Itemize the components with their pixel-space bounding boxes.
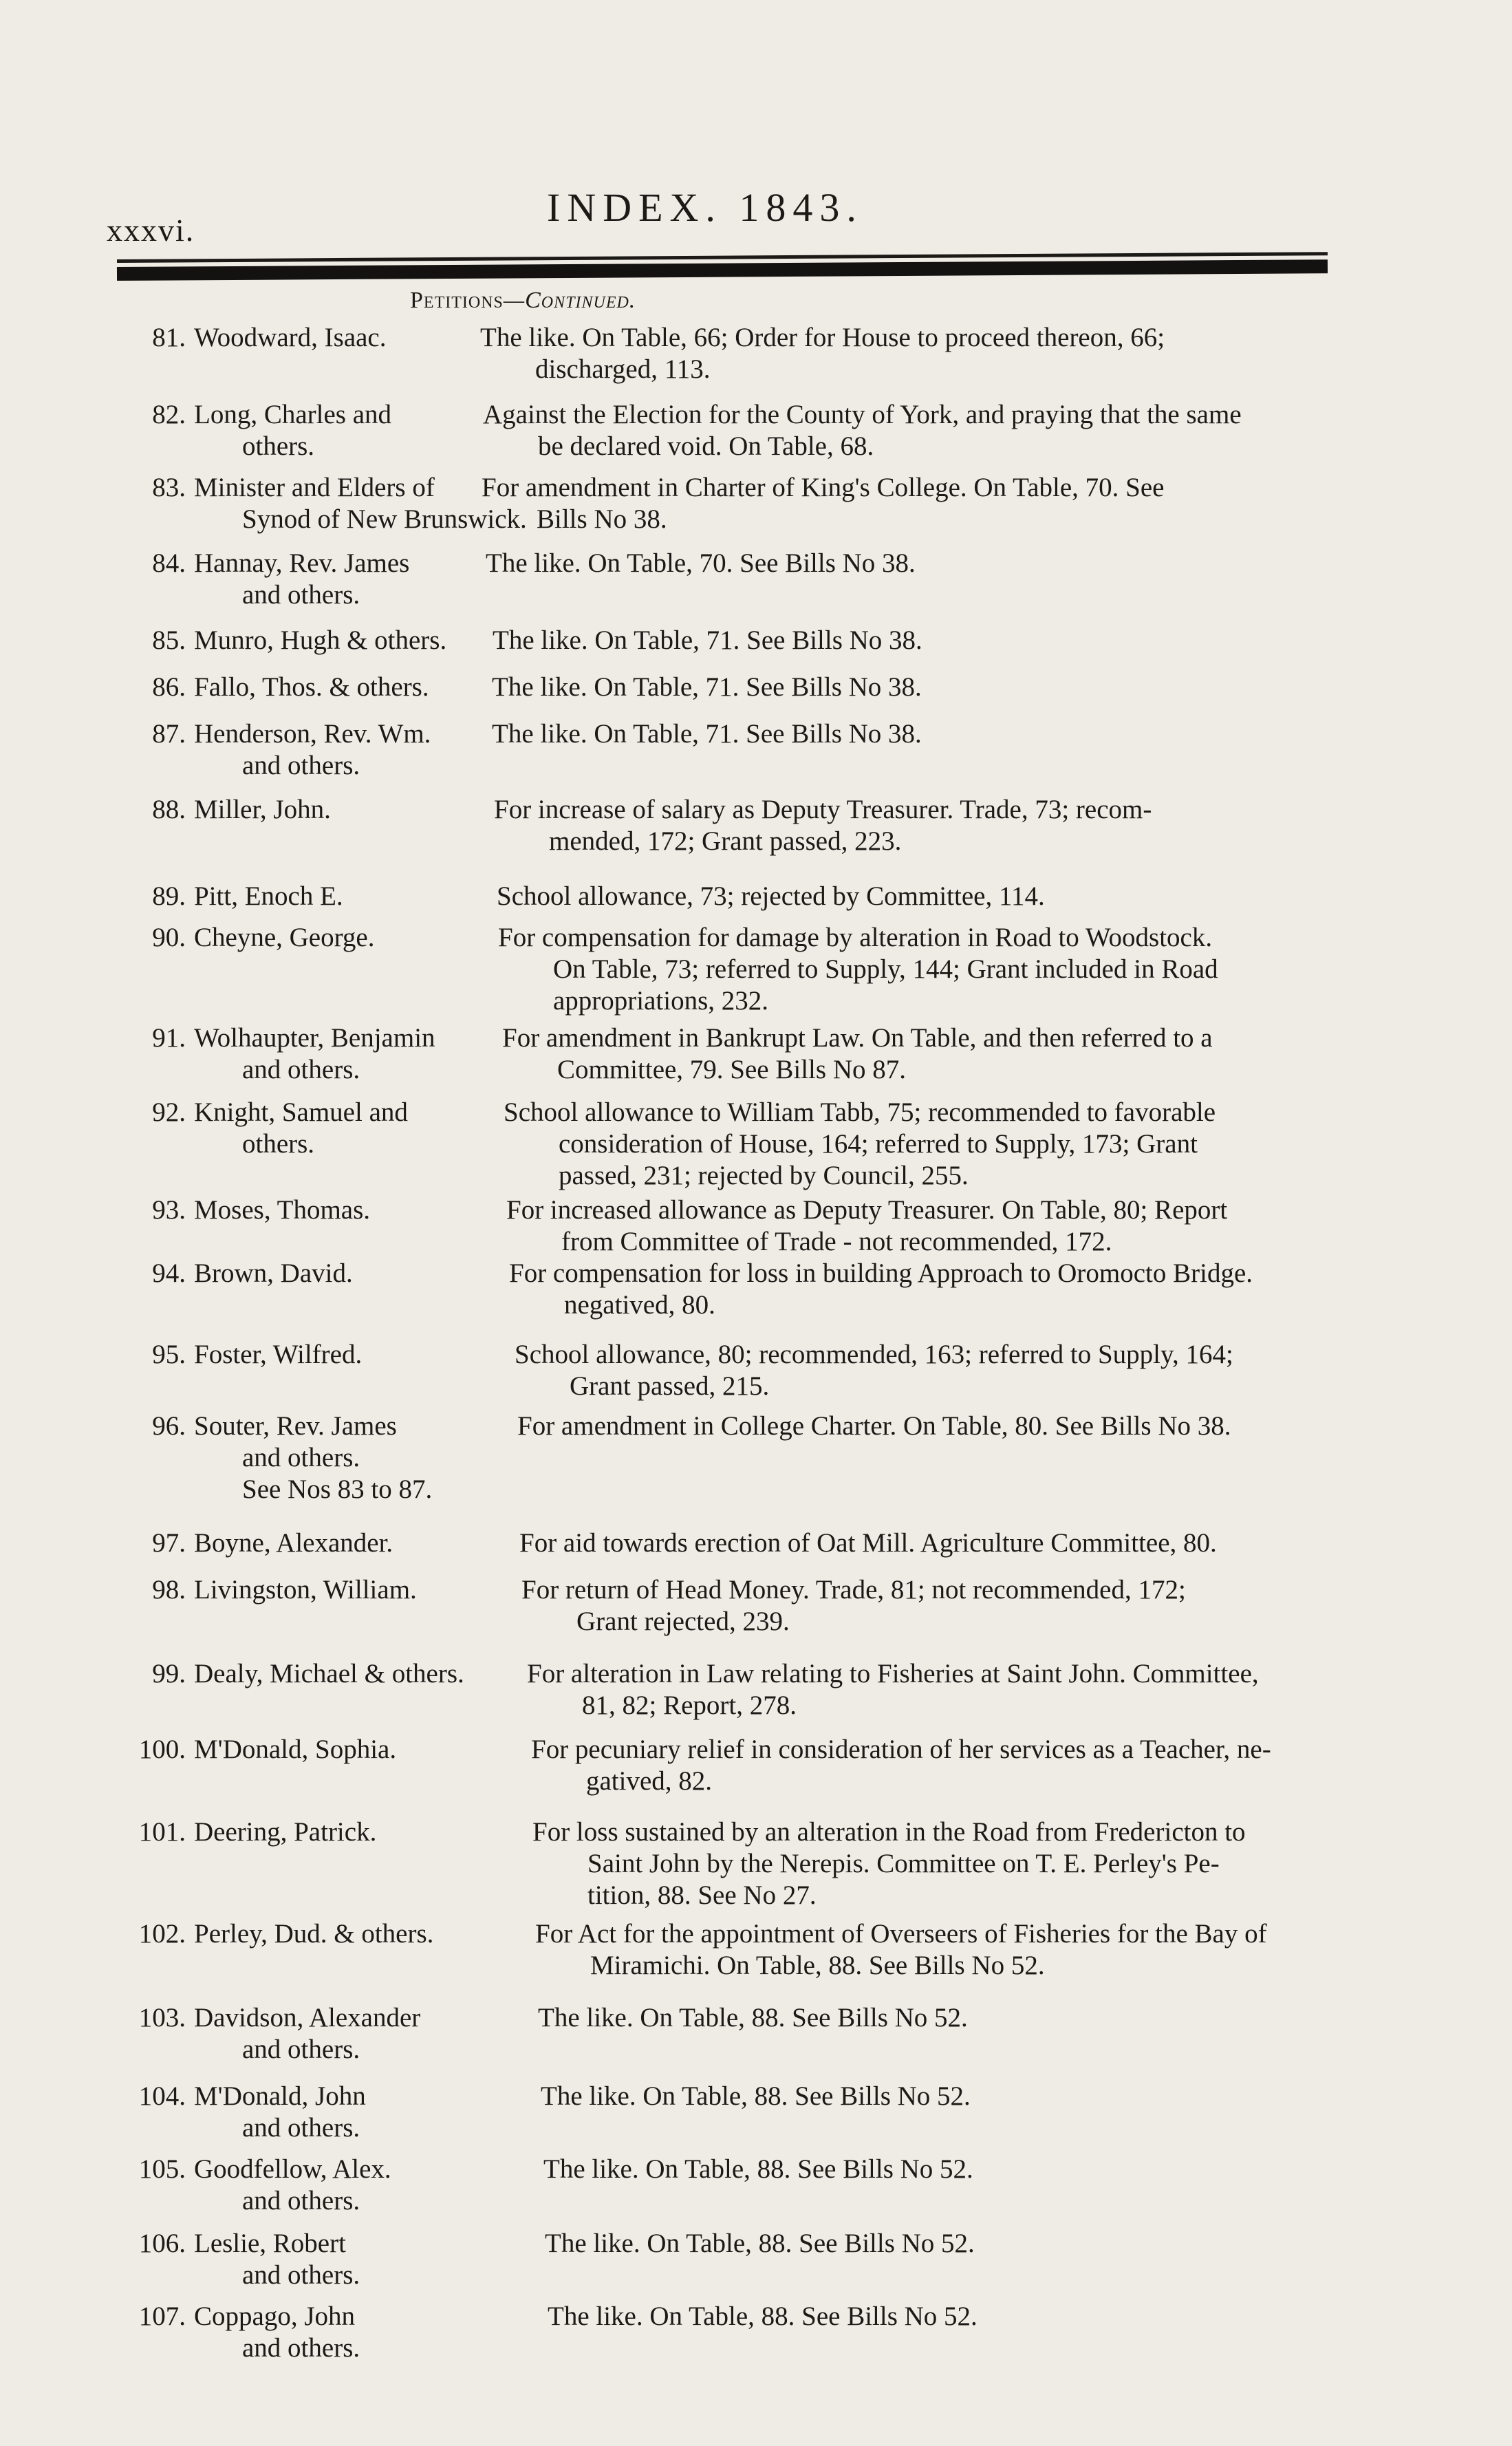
petition-description-line: Miramichi. On Table, 88. See Bills No 52. — [590, 1951, 1045, 1980]
petition-description-line: 81, 82; Report, 278. — [582, 1691, 797, 1720]
petition-description-line: The like. On Table, 66; Order for House to proceed thereon, 66; — [480, 323, 1165, 352]
petitioner-name-line: Long, Charles and — [194, 400, 392, 429]
petitioner-name-line: and others. — [242, 1055, 360, 1084]
entry-number: 101. — [138, 1817, 186, 1847]
petition-description-line: The like. On Table, 71. See Bills No 38. — [492, 672, 922, 702]
petitioner-name — [194, 2228, 586, 2291]
petition-description — [504, 1097, 1384, 1192]
petition-description — [493, 625, 1373, 656]
section-heading — [410, 288, 636, 314]
petitioner-name-line: Deering, Patrick. — [194, 1817, 377, 1847]
petition-description-line: For Act for the appointment of Overseers of Fisheries for the Bay of — [535, 1919, 1267, 1949]
petition-description — [486, 548, 1366, 579]
entry-number: 102. — [138, 1919, 186, 1949]
petition-description — [531, 1734, 1412, 1797]
petitioner-name-line: Cheyne, George. — [194, 923, 375, 952]
petition-description-line: passed, 231; rejected by Council, 255. — [559, 1161, 969, 1190]
petitioner-name-line: Goodfellow, Alex. — [194, 2154, 391, 2184]
petition-description — [480, 322, 1361, 385]
petition-description-line: consideration of House, 164; referred to Supply, 173; Grant — [559, 1129, 1198, 1159]
petition-description-line: For compensation for loss in building Approach to Oromocto Bridge. — [509, 1258, 1253, 1288]
petitioner-name-line: Henderson, Rev. Wm. — [194, 719, 431, 749]
petition-description — [492, 718, 1372, 750]
petitioner-name-line: Leslie, Robert — [194, 2229, 346, 2258]
petitioner-name-line: and others. — [242, 1443, 360, 1472]
petition-description — [517, 1410, 1398, 1442]
petitioner-name-line: and others. — [242, 2260, 360, 2290]
petition-description-line: Grant rejected, 239. — [576, 1607, 790, 1636]
entry-number: 86. — [152, 672, 186, 702]
section-title: Petitions — [410, 288, 504, 313]
petition-description-line: appropriations, 232. — [553, 986, 769, 1016]
petition-description-line: Saint John by the Nerepis. Committee on T. E. Perley's Pe- — [587, 1849, 1220, 1878]
petitioner-name-line: See Nos 83 to 87. — [242, 1474, 433, 1504]
petitioner-name — [194, 2081, 586, 2144]
entry-number: 92. — [152, 1097, 186, 1127]
petitioner-name-line: and others. — [242, 751, 360, 780]
petition-description-line: For amendment in Bankrupt Law. On Table, and then referred to a — [502, 1023, 1213, 1053]
petition-description-line: For alteration in Law relating to Fisheries at Saint John. Committee, — [527, 1659, 1259, 1688]
entry-number: 97. — [152, 1528, 186, 1558]
entry-number: 105. — [138, 2154, 186, 2184]
petition-description-line: tition, 88. See No 27. — [587, 1880, 817, 1910]
petitioner-name-line: Livingston, William. — [194, 1575, 417, 1605]
entry-number: 99. — [152, 1659, 186, 1688]
petition-description-line: School allowance to William Tabb, 75; recommended to favorable — [504, 1097, 1216, 1127]
page-title: INDEX. 1843. — [547, 185, 863, 230]
entry-number: 88. — [152, 795, 186, 824]
section-continued: —Continued. — [503, 288, 636, 313]
petitioner-name-line: others. — [242, 1129, 315, 1159]
petitioner-name-line: Moses, Thomas. — [194, 1195, 371, 1225]
petition-description-line: For pecuniary relief in consideration of her services as a Teacher, ne- — [531, 1735, 1271, 1764]
petition-description-line: mended, 172; Grant passed, 223. — [549, 826, 902, 856]
petitioner-name-line: Brown, David. — [194, 1258, 353, 1288]
petition-description — [515, 1339, 1395, 1402]
petitioner-name-line: Woodward, Isaac. — [194, 323, 387, 352]
petition-description — [483, 399, 1363, 462]
entry-number: 106. — [138, 2229, 186, 2258]
petition-description — [497, 881, 1377, 912]
petition-description-line: Committee, 79. See Bills No 87. — [557, 1055, 906, 1084]
petitioner-name-line: and others. — [242, 2186, 360, 2216]
entry-number: 91. — [152, 1023, 186, 1053]
petition-description-line: Bills No 38. — [537, 504, 667, 534]
petition-description-line: On Table, 73; referred to Supply, 144; Grant included in Road — [553, 954, 1218, 984]
entry-number: 94. — [152, 1258, 186, 1288]
petition-description — [509, 1258, 1390, 1321]
petition-description — [492, 672, 1372, 703]
petition-description — [506, 1194, 1387, 1258]
petition-description — [545, 2228, 1425, 2260]
petitioner-name-line: Boyne, Alexander. — [194, 1528, 393, 1558]
petition-description-line: For amendment in Charter of King's College. On Table, 70. See — [482, 473, 1165, 502]
petitioner-name — [194, 2301, 586, 2364]
petitioner-name — [194, 1816, 586, 1848]
entry-number: 96. — [152, 1411, 186, 1441]
petitioner-name-line: Pitt, Enoch E. — [194, 881, 343, 911]
petition-description-line: School allowance, 73; rejected by Committee, 114. — [497, 881, 1045, 911]
entry-number: 107. — [138, 2302, 186, 2331]
petition-description-line: For increase of salary as Deputy Treasurer. Trade, 73; recom- — [494, 795, 1152, 824]
petitioner-name-line: Knight, Samuel and — [194, 1097, 408, 1127]
petition-description-line: For increased allowance as Deputy Treasurer. On Table, 80; Report — [506, 1195, 1228, 1225]
petitioner-name-line: and others. — [242, 2035, 360, 2064]
petition-description — [535, 1918, 1416, 1982]
entry-number: 89. — [152, 881, 186, 911]
petition-description-line: For loss sustained by an alteration in the Road from Fredericton to — [532, 1817, 1246, 1847]
entry-number: 85. — [152, 625, 186, 655]
petitioner-name-line: and others. — [242, 2113, 360, 2143]
petition-description — [502, 1022, 1383, 1086]
header-rule-thick — [117, 259, 1328, 281]
entry-number: 90. — [152, 923, 186, 952]
petition-description-line: School allowance, 80; recommended, 163; referred to Supply, 164; — [515, 1340, 1233, 1369]
petition-description-line: The like. On Table, 88. See Bills No 52. — [543, 2154, 973, 2184]
petitioner-name — [194, 2002, 586, 2066]
petition-description — [532, 1816, 1413, 1911]
petition-description — [494, 794, 1374, 857]
petition-description-line: negatived, 80. — [564, 1290, 715, 1320]
petition-description — [519, 1527, 1400, 1559]
petition-description — [521, 1574, 1402, 1638]
entry-number: 103. — [138, 2003, 186, 2032]
entry-number: 87. — [152, 719, 186, 749]
entry-number: 83. — [152, 473, 186, 502]
entry-number: 100. — [138, 1735, 186, 1764]
petition-description — [527, 1658, 1407, 1721]
petition-description-line: The like. On Table, 71. See Bills No 38. — [492, 719, 922, 749]
petitioner-name-line: Foster, Wilfred. — [194, 1340, 363, 1369]
petitioner-name — [194, 2154, 586, 2217]
petition-description-line: The like. On Table, 88. See Bills No 52. — [541, 2081, 971, 2111]
petition-description — [498, 922, 1379, 1017]
petition-description-line: The like. On Table, 70. See Bills No 38. — [486, 548, 916, 578]
petition-description-line: be declared void. On Table, 68. — [538, 431, 874, 461]
petitioner-name-line: Wolhaupter, Benjamin — [194, 1023, 435, 1053]
petitioner-name-line: Minister and Elders of — [194, 473, 435, 502]
entry-number: 82. — [152, 400, 186, 429]
petition-description-line: Against the Election for the County of York, and praying that the same — [483, 400, 1242, 429]
petitioner-name — [194, 1734, 586, 1766]
petition-description-line: The like. On Table, 71. See Bills No 38. — [493, 625, 922, 655]
petitioner-name-line: Hannay, Rev. James — [194, 548, 410, 578]
petitioner-name-line: Fallo, Thos. & others. — [194, 672, 429, 702]
petition-description — [541, 2081, 1421, 2112]
petitioner-name-line: Dealy, Michael & others. — [194, 1659, 464, 1688]
petition-description-line: For aid towards erection of Oat Mill. Agriculture Committee, 80. — [519, 1528, 1217, 1558]
petition-description — [543, 2154, 1424, 2185]
petitioner-name-line: others. — [242, 431, 315, 461]
petitioner-name-line: M'Donald, John — [194, 2081, 366, 2111]
petitioner-name-line: Synod of New Brunswick. — [242, 504, 527, 534]
petitioner-name-line: Munro, Hugh & others. — [194, 625, 447, 655]
petition-description-line: The like. On Table, 88. See Bills No 52. — [545, 2229, 975, 2258]
petition-description-line: discharged, 113. — [535, 354, 711, 384]
petition-description — [538, 2002, 1418, 2034]
petition-description-line: For amendment in College Charter. On Table, 80. See Bills No 38. — [517, 1411, 1231, 1441]
petitioner-name-line: Perley, Dud. & others. — [194, 1919, 434, 1949]
entry-number: 104. — [138, 2081, 186, 2111]
entry-number: 81. — [152, 323, 186, 352]
petition-description — [548, 2301, 1428, 2332]
page-header — [107, 184, 1331, 246]
petitioner-name-line: and others. — [242, 2333, 360, 2363]
petition-description-line: For return of Head Money. Trade, 81; not recommended, 172; — [521, 1575, 1186, 1605]
entry-number: 84. — [152, 548, 186, 578]
petitioner-name-line: Davidson, Alexander — [194, 2003, 421, 2032]
petition-description-line: The like. On Table, 88. See Bills No 52. — [538, 2003, 968, 2032]
petitioner-name-line: and others. — [242, 580, 360, 610]
entry-number: 93. — [152, 1195, 186, 1225]
petitioner-name — [194, 1918, 586, 1950]
petition-description-line: The like. On Table, 88. See Bills No 52. — [548, 2302, 978, 2331]
page-number: xxxvi. — [107, 213, 195, 248]
entry-number: 95. — [152, 1340, 186, 1369]
petitioner-name-line: M'Donald, Sophia. — [194, 1735, 397, 1764]
petitioner-name-line: Souter, Rev. James — [194, 1411, 397, 1441]
petition-description-line: For compensation for damage by alteration in Road to Woodstock. — [498, 923, 1213, 952]
entry-number: 98. — [152, 1575, 186, 1605]
petition-description-line: gatived, 82. — [586, 1766, 713, 1796]
petitioner-name-line: Miller, John. — [194, 795, 331, 824]
petition-description-line: Grant passed, 215. — [570, 1371, 770, 1401]
petition-description — [482, 472, 1362, 535]
petition-description-line: from Committee of Trade - not recommended, 172. — [561, 1227, 1112, 1256]
petitioner-name-line: Coppago, John — [194, 2302, 355, 2331]
